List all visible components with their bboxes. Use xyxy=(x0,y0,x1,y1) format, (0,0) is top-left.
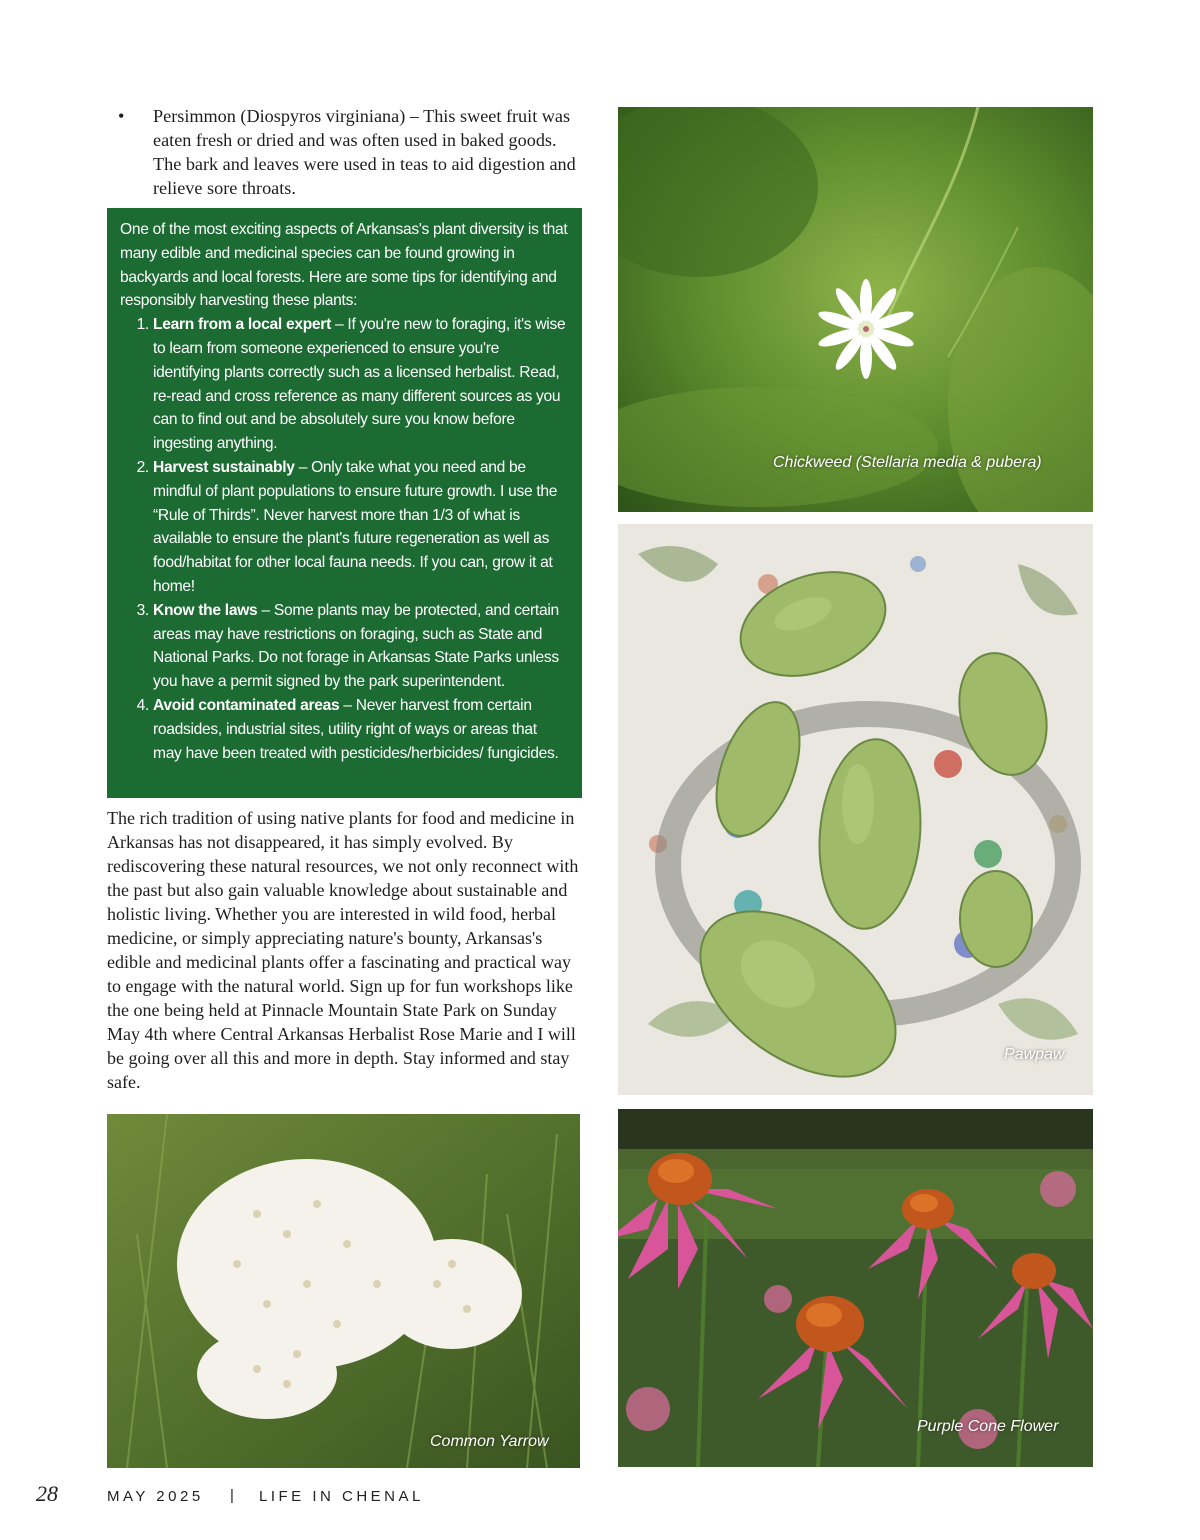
publication-name: LIFE IN CHENAL xyxy=(259,1488,424,1505)
purple-cone-flower-photo xyxy=(618,1109,1093,1467)
cone-flower-image xyxy=(618,1109,1093,1467)
chickweed-caption: Chickweed (Stellaria media & pubera) xyxy=(773,454,1042,471)
tip-item-know-the-laws xyxy=(153,599,568,694)
cone-flower-caption: Purple Cone Flower xyxy=(917,1418,1059,1435)
closing-paragraph xyxy=(107,806,585,1094)
chickweed-photo xyxy=(618,107,1093,512)
pawpaw-caption: Pawpaw xyxy=(1004,1046,1065,1063)
page-number: 28 xyxy=(36,1481,58,1506)
yarrow-caption: Common Yarrow xyxy=(430,1433,549,1450)
page-footer xyxy=(0,1481,1200,1511)
pawpaw-image xyxy=(618,524,1093,1095)
tip-text: – If you're new to foraging, it's wise to learn from someone experienced to ensure you're identifying plants correctly such as a licensed herbalist. Read, re-read and cross reference as many different sources as you can to find out and be absolutely sure you know before ingesting anything. xyxy=(153,316,566,453)
closing-text: The rich tradition of using native plants for food and medicine in Arkansas has not disappeared, it has simply evolved. By rediscovering these natural resources, we not only reconnect with the past but also gain valuable knowledge about sustainable and holistic living. Whether you are interested in wild food, herbal medicine, or simply appreciating nature's bounty, Arkansas's edible and medicinal plants offer a fascinating and practical way to engage with the natural world. Sign up for fun workshops like the one being held at Pinnacle Mountain State Park on Sunday May 4th where Central Arkansas Herbalist Rose Marie and I will be going over all this and more in depth. Stay informed and stay safe. xyxy=(107,808,579,1092)
tip-text: – Only take what you need and be mindful of plant populations to ensure future growth. I use the “Rule of Thirds”. Never harvest more than 1/3 of what is available to ensure the plant's future regeneration as well as food/habitat for other local fauna needs. If you can, grow it at home! xyxy=(153,458,558,595)
pawpaw-photo xyxy=(618,524,1093,1095)
tip-item-local-expert xyxy=(153,313,568,456)
tip-title: Learn from a local expert xyxy=(153,316,331,334)
tip-item-harvest-sustainably xyxy=(153,456,568,599)
tip-text: – Never harvest from certain roadsides, industrial sites, utility right of ways or areas that may have been treated with pesticides/herbicides/ fungicides. xyxy=(153,696,559,762)
persimmon-text: Persimmon (Diospyros virginiana) – This sweet fruit was eaten fresh or dried and was often used in baked goods. The bark and leaves were used in teas to aid digestion and relieve sore throats. xyxy=(153,106,576,198)
issue-date: MAY 2025 xyxy=(107,1488,204,1505)
tips-intro: One of the most exciting aspects of Arkansas's plant diversity is that many edible and medicinal species can be found growing in backyards and local forests. Here are some tips for identifying and responsibly harvesting these plants: xyxy=(120,221,568,310)
persimmon-bullet-item xyxy=(118,104,588,200)
footer-separator: | xyxy=(230,1487,234,1504)
tip-item-avoid-contaminated-areas xyxy=(153,694,568,765)
yarrow-image xyxy=(107,1114,580,1468)
tips-list xyxy=(120,313,568,765)
chickweed-image xyxy=(618,107,1093,512)
tip-title: Avoid contaminated areas xyxy=(153,696,340,714)
tip-text: – Some plants may be protected, and certain areas may have restrictions on foraging, such as State and National Parks. Do not forage in Arkansas State Parks unless you have a permit signed by the park superintendent. xyxy=(153,601,559,691)
bullet-marker: • xyxy=(118,106,125,126)
tip-title: Know the laws xyxy=(153,601,258,619)
tip-title: Harvest sustainably xyxy=(153,458,295,476)
foraging-tips-box xyxy=(107,208,582,798)
common-yarrow-photo xyxy=(107,1114,580,1468)
